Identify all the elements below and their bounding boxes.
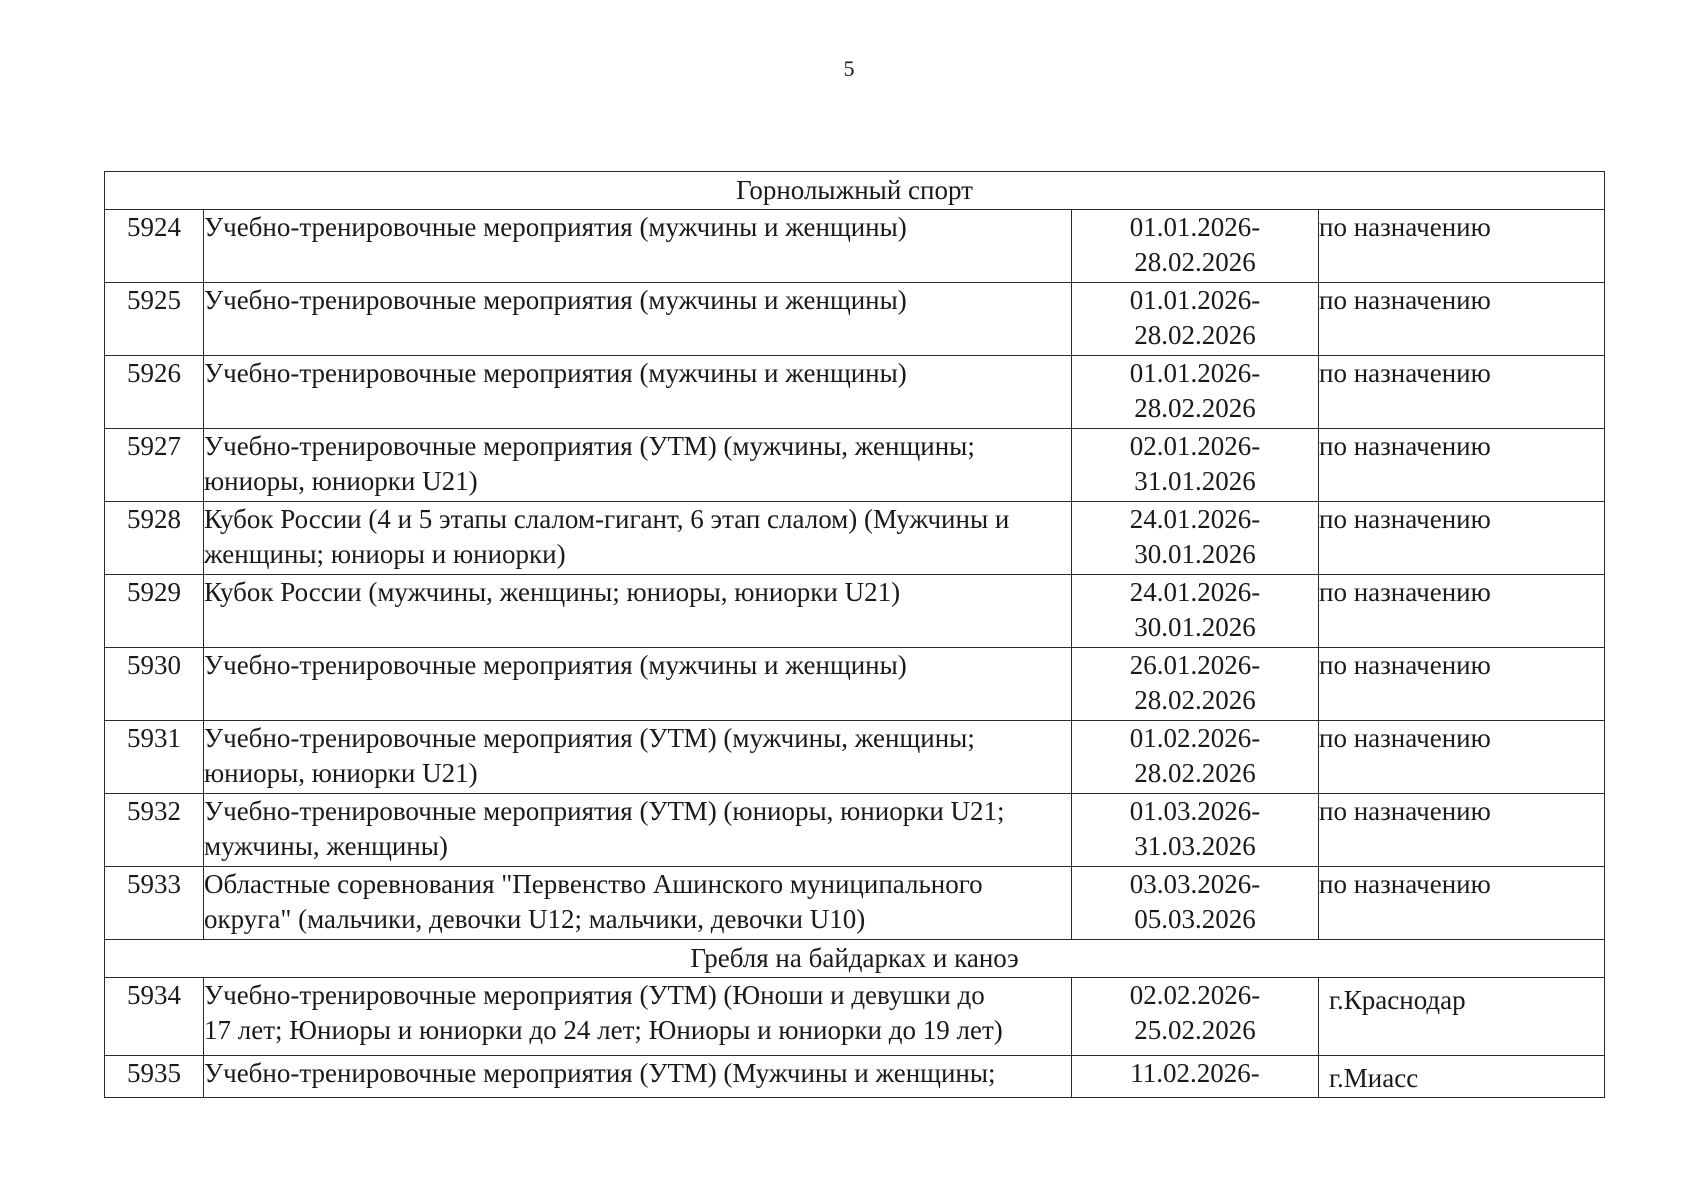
date-start: 01.01.2026- [1129,285,1261,315]
date-start: 24.01.2026- [1129,504,1261,534]
event-dates [1072,794,1319,867]
event-number: 5929 [105,575,204,648]
event-place: по назначению [1319,502,1605,575]
event-dates [1072,283,1319,356]
table-row [105,210,1605,283]
date-start: 02.01.2026- [1129,431,1261,461]
event-name [204,1056,1072,1098]
date-end: 31.01.2026 [1134,466,1256,496]
event-number: 5930 [105,648,204,721]
event-place: по назначению [1319,867,1605,940]
event-name-line: юниоры, юниорки U21) [204,466,478,496]
event-number: 5935 [105,1056,204,1098]
section-title: Гребля на байдарках и каноэ [105,940,1605,978]
date-start: 26.01.2026- [1129,650,1261,680]
event-dates [1072,648,1319,721]
event-place: по назначению [1319,575,1605,648]
event-name-line: Учебно-тренировочные мероприятия (УТМ) (юниоры, юниорки U21; [204,796,1005,826]
event-dates [1072,575,1319,648]
event-place: г.Краснодар [1319,978,1605,1056]
event-name-line: Учебно-тренировочные мероприятия (мужчины и женщины) [204,650,907,680]
date-start: 01.03.2026- [1129,796,1261,826]
event-number: 5926 [105,356,204,429]
event-number: 5933 [105,867,204,940]
event-place: по назначению [1319,794,1605,867]
event-dates [1072,429,1319,502]
event-name-line: Учебно-тренировочные мероприятия (мужчины и женщины) [204,285,907,315]
event-dates [1072,502,1319,575]
event-dates [1072,867,1319,940]
event-name-line: Учебно-тренировочные мероприятия (мужчины и женщины) [204,212,907,242]
event-name-line: Учебно-тренировочные мероприятия (мужчины и женщины) [204,358,907,388]
event-number: 5928 [105,502,204,575]
event-number: 5931 [105,721,204,794]
table-row [105,1056,1605,1098]
event-name-line: Учебно-тренировочные мероприятия (УТМ) (Юноши и девушки до [204,980,985,1010]
event-name [204,356,1072,429]
event-name [204,575,1072,648]
table-row [105,356,1605,429]
table-row [105,867,1605,940]
event-dates [1072,721,1319,794]
date-end: 05.03.2026 [1134,904,1256,934]
event-dates [1072,356,1319,429]
event-dates [1072,978,1319,1056]
event-dates [1072,210,1319,283]
date-end: 28.02.2026 [1134,247,1256,277]
date-start: 01.01.2026- [1129,212,1261,242]
event-name-line: округа" (мальчики, девочки U12; мальчики, девочки U10) [204,904,866,934]
event-name [204,283,1072,356]
event-name-line: Областные соревнования "Первенство Ашинского муниципального [204,869,983,899]
date-start: 03.03.2026- [1129,869,1261,899]
table-row [105,794,1605,867]
event-number: 5927 [105,429,204,502]
event-name-line: Учебно-тренировочные мероприятия (УТМ) (мужчины, женщины; [204,431,975,461]
event-name [204,648,1072,721]
event-place: по назначению [1319,721,1605,794]
event-name-line: Учебно-тренировочные мероприятия (УТМ) (Мужчины и женщины; [204,1058,996,1088]
event-place: г.Миасс [1319,1056,1605,1098]
page-number: 5 [843,56,855,81]
event-name [204,429,1072,502]
event-name [204,867,1072,940]
date-start: 24.01.2026- [1129,577,1261,607]
date-end: 28.02.2026 [1134,685,1256,715]
section-header [105,172,1605,210]
date-start: 01.02.2026- [1129,723,1261,753]
event-dates [1072,1056,1319,1098]
section-header [105,940,1605,978]
date-start: 01.01.2026- [1129,358,1261,388]
date-end: 30.01.2026 [1134,612,1256,642]
event-place: по назначению [1319,648,1605,721]
table-row [105,429,1605,502]
event-name-line: 17 лет; Юниоры и юниорки до 24 лет; Юниоры и юниорки до 19 лет) [204,1015,1003,1045]
table-row [105,721,1605,794]
section-title: Горнолыжный спорт [105,172,1605,210]
date-end: 28.02.2026 [1134,393,1256,423]
event-name-line: юниоры, юниорки U21) [204,758,478,788]
date-end: 28.02.2026 [1134,320,1256,350]
table-row [105,575,1605,648]
event-name [204,210,1072,283]
date-end: 28.02.2026 [1134,758,1256,788]
event-number: 5934 [105,978,204,1056]
event-number: 5924 [105,210,204,283]
event-number: 5932 [105,794,204,867]
event-name-line: Кубок России (мужчины, женщины; юниоры, юниорки U21) [204,577,901,607]
event-name [204,794,1072,867]
date-start: 11.02.2026- [1130,1058,1260,1088]
table-row [105,978,1605,1056]
event-place: по назначению [1319,210,1605,283]
event-name-line: Учебно-тренировочные мероприятия (УТМ) (мужчины, женщины; [204,723,975,753]
date-end: 30.01.2026 [1134,539,1256,569]
date-end: 31.03.2026 [1134,831,1256,861]
event-name-line: женщины; юниоры и юниорки) [204,539,566,569]
event-place: по назначению [1319,429,1605,502]
table-row [105,502,1605,575]
event-name-line: мужчины, женщины) [204,831,448,861]
event-place: по назначению [1319,283,1605,356]
date-end: 25.02.2026 [1134,1015,1256,1045]
table-row [105,648,1605,721]
date-start: 02.02.2026- [1129,980,1261,1010]
events-table [104,171,1605,1098]
table-row [105,283,1605,356]
event-name [204,721,1072,794]
event-place: по назначению [1319,356,1605,429]
event-name [204,502,1072,575]
event-name-line: Кубок России (4 и 5 этапы слалом-гигант, 6 этап слалом) (Мужчины и [204,504,1010,534]
event-name [204,978,1072,1056]
event-number: 5925 [105,283,204,356]
